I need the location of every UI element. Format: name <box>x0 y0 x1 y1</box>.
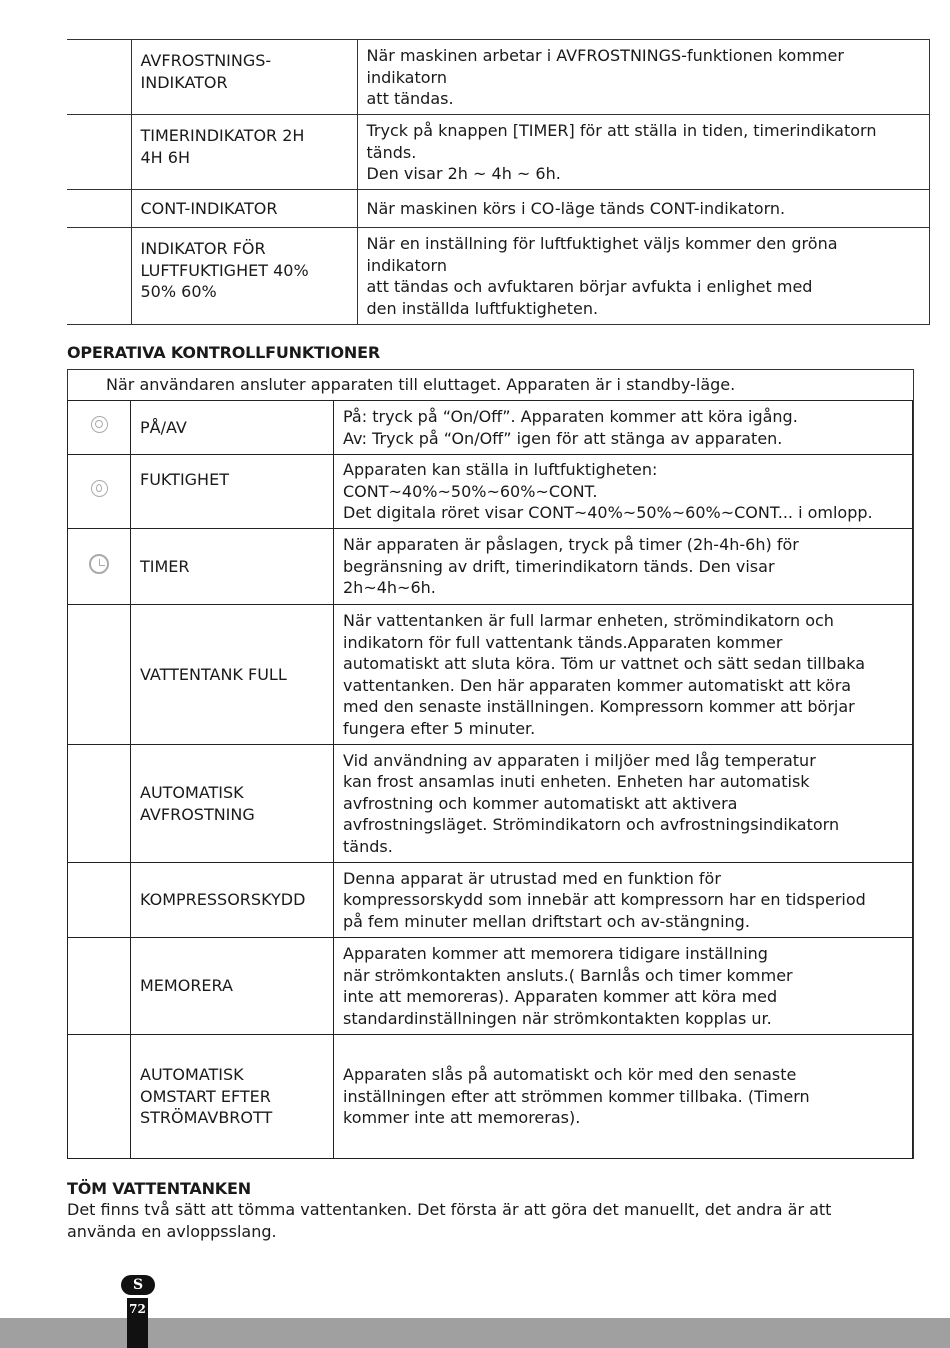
humidity-drop-icon <box>91 480 108 497</box>
function-description: När vattentanken är full larmar enheten, strömindikatorn och indikatorn för full vattentank tänds.Apparaten kommer automatiskt att sluta köra. Töm ur vattnet och sätt sedan tillbaka vattentanken. Den här apparaten kommer automatiskt att köra med den senaste inställningen. Kompressorn kommer att börjar fungera efter 5 minuter. <box>334 605 913 745</box>
indicator-table <box>67 39 930 325</box>
table-row <box>67 40 930 115</box>
indicator-name: CONT-INDIKATOR <box>131 190 357 228</box>
indicator-name: AVFROSTNINGS- INDIKATOR <box>131 40 357 115</box>
timer-icon <box>89 554 109 574</box>
icon-cell <box>67 228 131 325</box>
function-name: PÅ/AV <box>131 401 334 455</box>
table-row <box>68 1035 913 1159</box>
language-badge: S <box>121 1275 155 1295</box>
icon-cell <box>68 863 131 938</box>
function-name: TIMER <box>131 529 334 605</box>
function-name: AUTOMATISK OMSTART EFTER STRÖMAVBROTT <box>131 1035 334 1159</box>
function-name: AUTOMATISK AVFROSTNING <box>131 745 334 863</box>
power-icon <box>91 416 108 433</box>
table-row <box>67 190 930 228</box>
operations-table <box>67 400 913 1159</box>
indicator-description: När maskinen arbetar i AVFROSTNINGS-funktionen kommer indikatorn att tändas. <box>357 40 930 115</box>
function-description: Apparaten slås på automatiskt och kör med den senaste inställningen efter att strömmen kommer tillbaka. (Timern kommer inte att memoreras). <box>334 1035 913 1159</box>
indicator-name: TIMERINDIKATOR 2H 4H 6H <box>131 115 357 190</box>
function-description: Apparaten kommer att memorera tidigare inställning när strömkontakten ansluts.( Barnlås och timer kommer inte att memoreras). Apparaten kommer att köra med standardinställningen när strömkontakten kopplas ur. <box>334 938 913 1035</box>
indicator-description: När en inställning för luftfuktighet väljs kommer den gröna indikatorn att tändas och avfuktaren börjar avfukta i enlighet med den inställda luftfuktigheten. <box>357 228 930 325</box>
section-heading-operations: OPERATIVA KONTROLLFUNKTIONER <box>67 343 380 362</box>
table-row <box>68 745 913 863</box>
page-number: 72 <box>129 1302 146 1316</box>
table-row <box>68 863 913 938</box>
table-row <box>67 228 930 325</box>
indicator-description: När maskinen körs i CO-läge tänds CONT-indikatorn. <box>357 190 930 228</box>
icon-cell <box>68 1035 131 1159</box>
indicator-name: INDIKATOR FÖR LUFTFUKTIGHET 40% 50% 60% <box>131 228 357 325</box>
function-name: MEMORERA <box>131 938 334 1035</box>
function-name: FUKTIGHET <box>131 455 334 529</box>
table-row <box>68 401 913 455</box>
function-description: Apparaten kan ställa in luftfuktigheten: CONT~40%~50%~60%~CONT. Det digitala röret visar CONT~40%~50%~60%~CONT... i omlopp. <box>334 455 913 529</box>
icon-cell <box>68 455 131 529</box>
section-heading-tank: TÖM VATTENTANKEN <box>67 1179 251 1198</box>
table-row <box>68 938 913 1035</box>
function-description: Vid användning av apparaten i miljöer med låg temperatur kan frost ansamlas inuti enheten. Enheten har automatisk avfrostning och kommer automatiskt att aktivera avfrostningsläget. Strömindikatorn och avfrostningsindikatorn tänds. <box>334 745 913 863</box>
table-row <box>68 455 913 529</box>
icon-cell <box>68 938 131 1035</box>
icon-cell <box>67 115 131 190</box>
function-name: VATTENTANK FULL <box>131 605 334 745</box>
function-description: Denna apparat är utrustad med en funktion för kompressorskydd som innebär att kompressorn har en tidsperiod på fem minuter mellan driftstart och av-stängning. <box>334 863 913 938</box>
table-row <box>68 529 913 605</box>
operations-table-container <box>67 369 914 1159</box>
tank-paragraph: Det finns två sätt att tömma vattentanken. Det första är att göra det manuellt, det andra är att använda en avloppsslang. <box>67 1200 832 1241</box>
icon-cell <box>68 605 131 745</box>
icon-cell <box>68 745 131 863</box>
table-row <box>68 605 913 745</box>
function-name: KOMPRESSORSKYDD <box>131 863 334 938</box>
table-row <box>67 115 930 190</box>
indicator-description: Tryck på knappen [TIMER] för att ställa in tiden, timerindikatorn tänds. Den visar 2h ~ 4h ~ 6h. <box>357 115 930 190</box>
icon-cell <box>68 401 131 455</box>
icon-cell <box>68 529 131 605</box>
icon-cell <box>67 40 131 115</box>
function-description: När apparaten är påslagen, tryck på timer (2h-4h-6h) för begränsning av drift, timerindikatorn tänds. Den visar 2h~4h~6h. <box>334 529 913 605</box>
operations-intro: När användaren ansluter apparaten till eluttaget. Apparaten är i standby-läge. <box>106 375 736 394</box>
function-description: På: tryck på “On/Off”. Apparaten kommer att köra igång. Av: Tryck på “On/Off” igen för att stänga av apparaten. <box>334 401 913 455</box>
icon-cell <box>67 190 131 228</box>
